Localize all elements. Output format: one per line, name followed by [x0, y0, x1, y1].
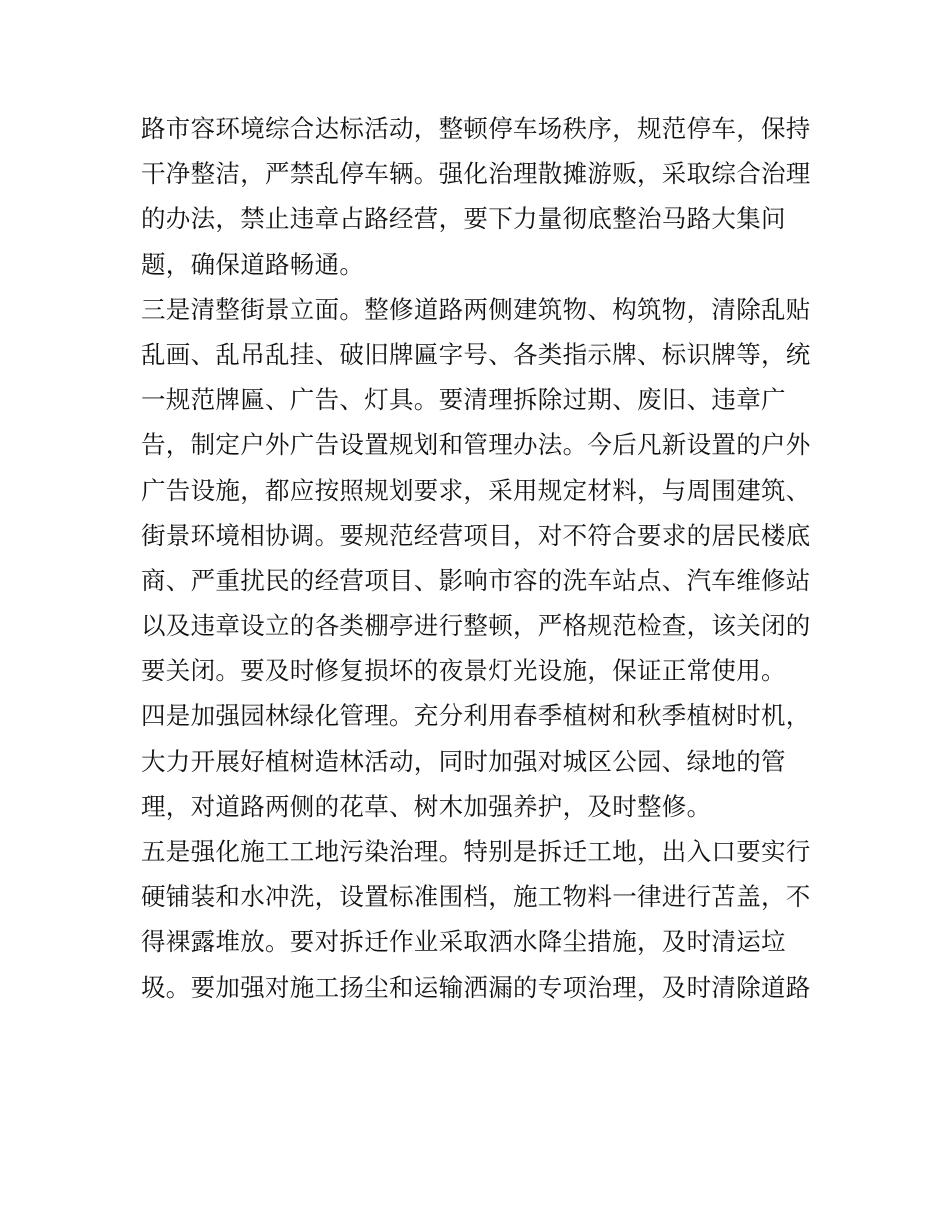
text-line: 一规范牌匾、广告、灯具。要清理拆除过期、废旧、违章广: [141, 385, 786, 415]
text-line: 告，制定户外广告设置规划和管理办法。今后凡新设置的户外: [141, 430, 811, 460]
text-line: 五是强化施工工地污染治理。特别是拆迁工地，出入口要实行: [141, 837, 811, 866]
text-line: 理，对道路两侧的花草、树木加强养护，及时整修。: [141, 791, 712, 821]
text-line: 商、严重扰民的经营项目、影响市容的洗车站点、汽车维修站: [141, 565, 811, 595]
text-line: 得裸露堆放。要对拆迁作业采取洒水降尘措施，及时清运垃: [141, 927, 786, 957]
text-line: 以及违章设立的各类棚亭进行整顿，严格规范检查，该关闭的: [141, 611, 811, 641]
document-body: [141, 106, 821, 1010]
text-line: 街景环境相协调。要规范经营项目，对不符合要求的居民楼底: [141, 520, 811, 550]
text-line: 三是清整街景立面。整修道路两侧建筑物、构筑物，清除乱贴: [141, 294, 811, 324]
text-line: 路市容环境综合达标活动，整顿停车场秩序，规范停车，保持: [141, 114, 811, 143]
text-line: 广告设施，都应按照规划要求，采用规定材料，与周围建筑、: [141, 475, 811, 505]
text-line: 的办法，禁止违章占路经营，要下力量彻底整治马路大集问: [141, 204, 786, 234]
text-line: 要关闭。要及时修复损坏的夜景灯光设施，保证正常使用。: [141, 656, 786, 686]
text-line: 四是加强园林绿化管理。充分利用春季植树和秋季植树时机，: [141, 701, 811, 731]
text-line: 题，确保道路畅通。: [141, 249, 365, 279]
text-line: 硬铺装和水冲洗，设置标准围档，施工物料一律进行苫盖，不: [141, 882, 811, 912]
text-line: 乱画、乱吊乱挂、破旧牌匾字号、各类指示牌、标识牌等，统: [141, 339, 811, 369]
text-line: 干净整洁，严禁乱停车辆。强化治理散摊游贩，采取综合治理: [141, 159, 811, 189]
text-line: 大力开展好植树造林活动，同时加强对城区公园、绿地的管: [141, 746, 786, 776]
text-line: 圾。要加强对施工扬尘和运输洒漏的专项治理，及时清除道路: [141, 972, 811, 1002]
